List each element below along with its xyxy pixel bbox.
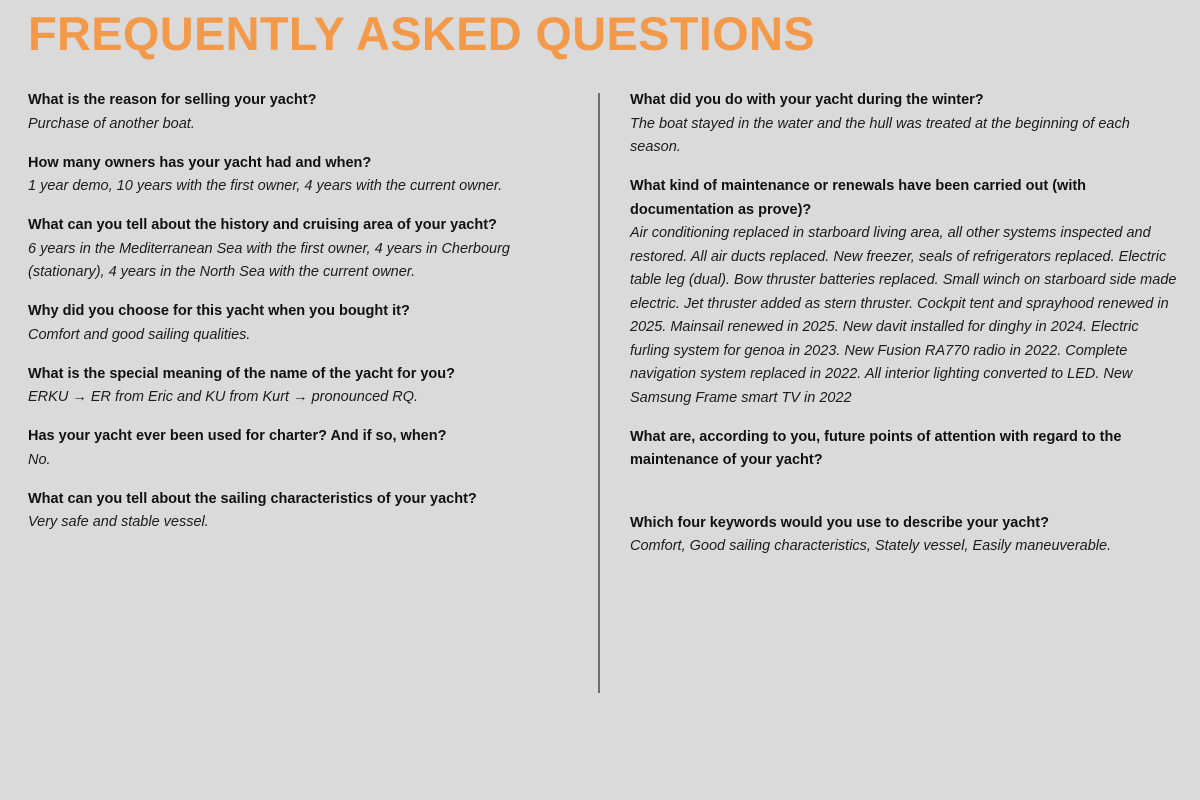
- faq-item-history-cruising: [28, 214, 573, 285]
- faq-answer: Purchase of another boat.: [28, 115, 195, 132]
- faq-question: Why did you choose for this yacht when you bought it?: [28, 303, 410, 319]
- faq-answer: 6 years in the Mediterranean Sea with the first owner, 4 years in Cherbourg (stationary), 4 years in the North Sea with the current owner.: [28, 240, 510, 280]
- faq-answer: ERKU → ER from Eric and KU from Kurt → pronounced RQ.: [28, 389, 419, 405]
- faq-item-keywords: [630, 512, 1178, 559]
- faq-item-winter: [630, 89, 1178, 160]
- faq-column-right: [630, 89, 1178, 574]
- faq-item-maintenance: [630, 175, 1178, 410]
- faq-item-reason-selling: [28, 89, 573, 136]
- faq-item-future-attention: [630, 426, 1178, 497]
- faq-answer: The boat stayed in the water and the hull was treated at the beginning of each season.: [630, 115, 1130, 155]
- faq-answer: Comfort and good sailing qualities.: [28, 326, 251, 343]
- faq-item-charter: [28, 425, 573, 472]
- faq-question: What did you do with your yacht during the winter?: [630, 92, 984, 108]
- faq-answer: Very safe and stable vessel.: [28, 514, 209, 530]
- faq-question: What are, according to you, future points of attention with regard to the maintenance of your yacht?: [630, 428, 1122, 468]
- faq-answer: [630, 473, 1178, 497]
- faq-column-left: [28, 89, 573, 550]
- page-title: FREQUENTLY ASKED QUESTIONS: [28, 7, 815, 60]
- faq-question: What is the reason for selling your yacht?: [28, 92, 317, 108]
- faq-question: How many owners has your yacht had and when?: [28, 154, 372, 171]
- faq-answer: Air conditioning replaced in starboard living area, all other systems inspected and restored. All air ducts replaced. New freezer, seals of refrigerators replaced. Electric table leg (dual). Bow thruster batteries replaced. Small winch on starboard side made electric. Jet thruster added as stern thruster. Cockpit tent and sprayhood renewed in 2025. Mainsail renewed in 2025. New davit installed for dinghy in 2024. Electric furling system for genoa in 2023. New Fusion RA770 radio in 2022. Complete navigation system replaced in 2022. All interior lighting converted to LED. New Samsung Frame smart TV in 2022: [630, 225, 1177, 406]
- column-divider: [598, 93, 600, 693]
- faq-answer: 1 year demo, 10 years with the first owner, 4 years with the current owner.: [28, 178, 503, 194]
- faq-item-owners: [28, 152, 573, 199]
- faq-question: What kind of maintenance or renewals have been carried out (with documentation as prove)?: [630, 178, 1087, 218]
- faq-question: What can you tell about the history and cruising area of your yacht?: [28, 217, 497, 233]
- faq-question: Has your yacht ever been used for charter? And if so, when?: [28, 428, 447, 444]
- faq-question: What can you tell about the sailing characteristics of your yacht?: [28, 490, 477, 507]
- faq-item-why-chosen: [28, 300, 573, 347]
- faq-item-name-meaning: [28, 363, 573, 410]
- faq-question: What is the special meaning of the name of the yacht for you?: [28, 365, 456, 382]
- faq-answer: No.: [28, 451, 51, 468]
- faq-item-sailing-characteristics: [28, 488, 573, 535]
- faq-answer: Comfort, Good sailing characteristics, Stately vessel, Easily maneuverable.: [630, 538, 1112, 554]
- faq-question: Which four keywords would you use to describe your yacht?: [630, 514, 1049, 531]
